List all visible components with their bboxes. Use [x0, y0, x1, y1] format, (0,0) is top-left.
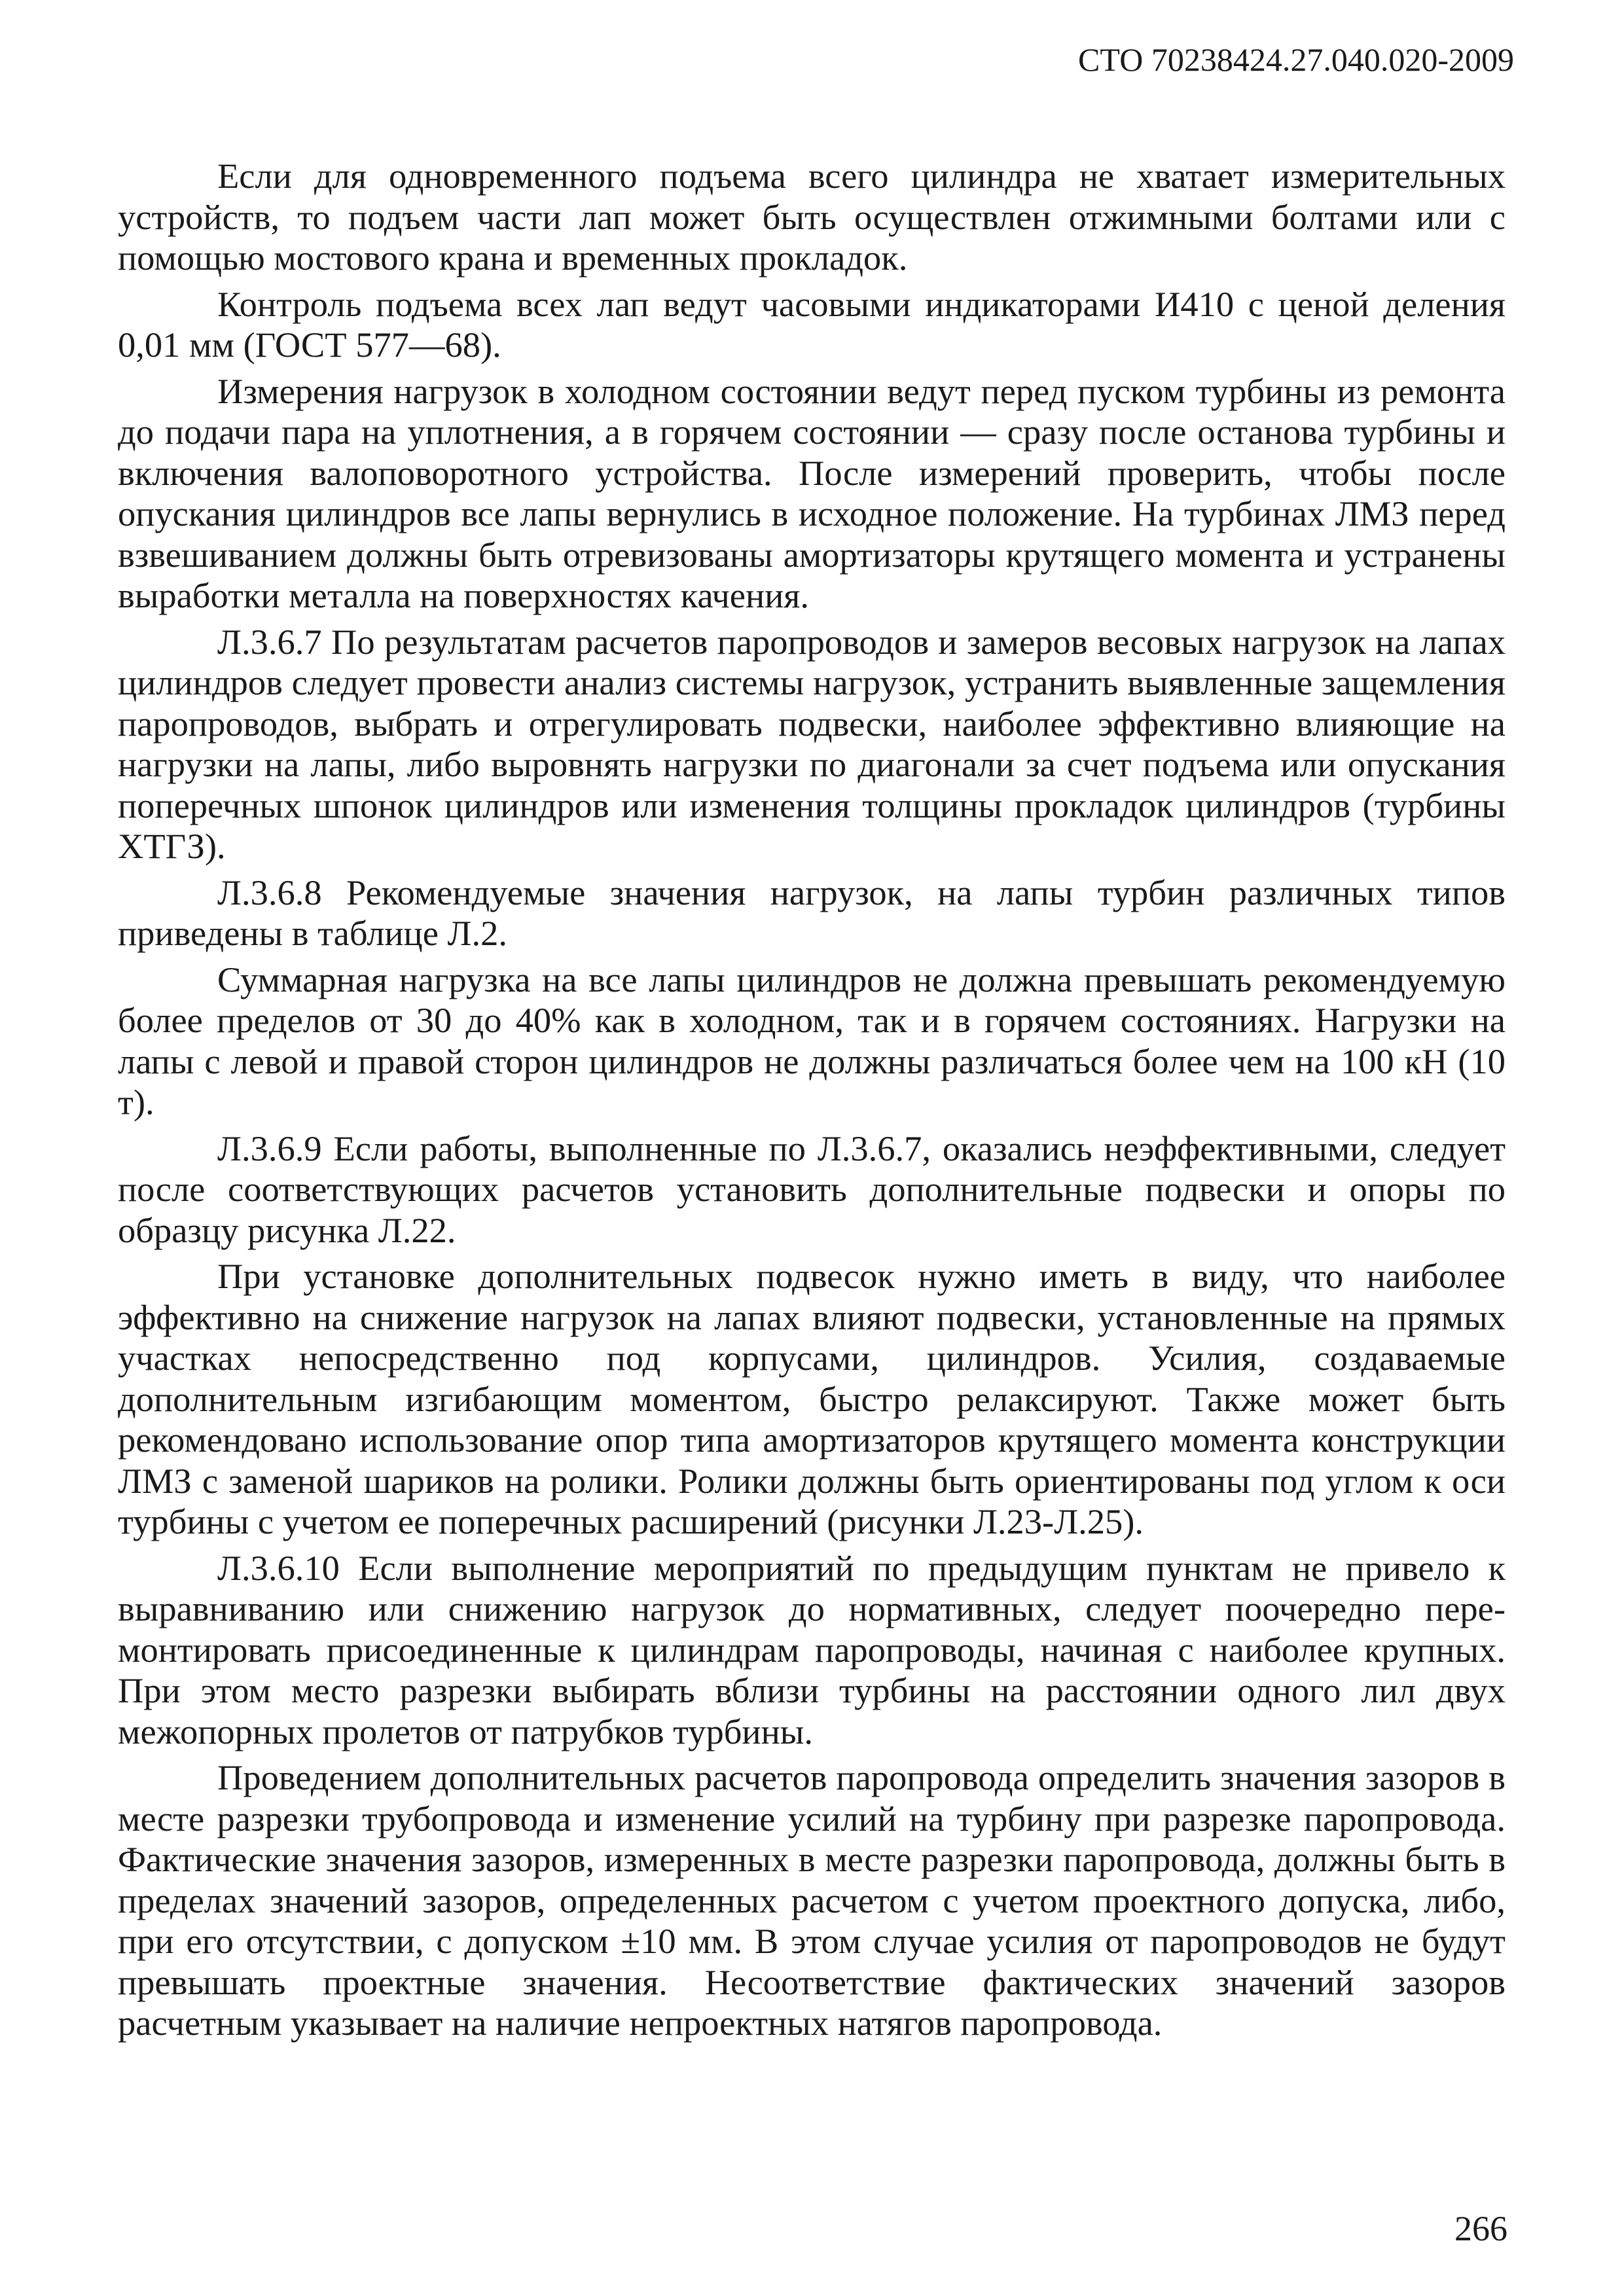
paragraph-text: Если выполнение мероприятий по предыдущим пунктам не привело к выравниванию или снижению нагрузок до нормативных, следует поочередно перемонтировать присоединенные к цилиндрам паропроводы, начиная с наиболее крупных. При этом место разрезки выбирать вблизи турбины на расстоянии одного лил двух межопорных пролетов от патрубков турбины. [118, 1547, 1506, 1751]
clause-number: Л.3.6.8 [217, 872, 322, 912]
paragraph-text: Проведением дополнительных расчетов паропровода определить значения зазоров в месте разрезки трубопровода и изменение усилий на турбину при разрезке паропровода. Фактические значения зазоров, измеренных в месте разрезки паропровода, должны быть в пределах значений зазоров, определенных расчетом с учетом проектного допуска, либо, при его отсутствии, с допуском ±10 мм. В этом случае усилия от паропроводов не будут превышать проектные значения. Несоответствие фактических значений зазоров расчетным указывает на наличие непроектных натягов паропровода. [118, 1757, 1506, 2043]
clause-paragraph [118, 622, 1506, 867]
paragraph [118, 156, 1506, 279]
paragraph-text: Если работы, выполненные по Л.3.6.7, оказались неэффективными, следует после соответствующих расчетов установить дополнительные подвески и опоры по образцу рисунка Л.22. [118, 1128, 1506, 1250]
document-body [118, 156, 1506, 2044]
page-number: 266 [1454, 2209, 1507, 2248]
paragraph-text: Суммарная нагрузка на все лапы цилиндров не должна превышать рекомендуемую более пределов от 30 до 40% как в холодном, так и в горячем состояниях. Нагрузки на лапы с левой и правой сторон цилиндров не должны различаться более чем на 100 кН (10 т). [118, 959, 1506, 1122]
clause-paragraph [118, 1548, 1506, 1753]
paragraph-text: Контроль подъема всех лап ведут часовыми индикаторами И410 с ценой деления 0,01 мм (ГОСТ 577—68). [118, 283, 1506, 365]
paragraph-text: При установке дополнительных подвесок нужно иметь в виду, что наиболее эффективно на снижение нагрузок на лапах влияют подвески, установленные на прямых участках непосредственно под корпусами, цилиндров. Усилия, создаваемые дополнительным изгибающим моментом, быстро релаксируют. Также может быть рекомендовано использование опор типа амортизаторов крутящего момента конструкции ЛМЗ с заменой шариков на ролики. Ролики должны быть ориентированы под углом к оси турбины с учетом ее поперечных расширений (рисунки Л.23-Л.25). [118, 1256, 1506, 1541]
clause-paragraph [118, 872, 1506, 954]
paragraph-text: Рекомендуемые значения нагрузок, на лапы турбин различных типов приведены в таблице Л.2. [118, 872, 1506, 953]
paragraph [118, 371, 1506, 617]
clause-number: Л.3.6.10 [217, 1547, 340, 1588]
paragraph-text: Измерения нагрузок в холодном состоянии ведут перед пуском турбины из ремонта до подачи пара на уплотнения, а в горячем состоянии — сразу после останова турбины и включения валоповоротного устройства. После измерений проверить, чтобы после опускания цилиндров все лапы вернулись в исходное положение. На турбинах ЛМЗ перед взвешиванием должны быть отревизованы амортизаторы крутящего момента и устранены выработки металла на поверхностях качения. [118, 370, 1506, 615]
paragraph-text: Если для одновременного подъема всего цилиндра не хватает измерительных устройств, то подъем части лап может быть осуществлен отжимными болтами или с помощью мостового крана и временных прокладок. [118, 156, 1506, 278]
clause-number: Л.3.6.7 [217, 621, 322, 662]
clause-number: Л.3.6.9 [217, 1128, 322, 1168]
document-header: СТО 70238424.27.040.020-2009 [1078, 41, 1514, 78]
paragraph [118, 284, 1506, 366]
paragraph-text: По результатам расчетов паропроводов и замеров весовых нагрузок на лапах цилиндров следует провести анализ системы нагрузок, устранить выявленные защемления паропроводов, выбрать и отрегулировать подвески, наиболее эффективно влияющие на нагрузки на лапы, либо выровнять нагрузки по диагонали за счет подъема или опускания поперечных шпонок цилиндров или изменения толщины прокладок цилиндров (турбины ХТГЗ). [118, 621, 1506, 866]
paragraph [118, 1757, 1506, 2044]
paragraph [118, 960, 1506, 1123]
clause-paragraph [118, 1128, 1506, 1251]
paragraph [118, 1256, 1506, 1543]
